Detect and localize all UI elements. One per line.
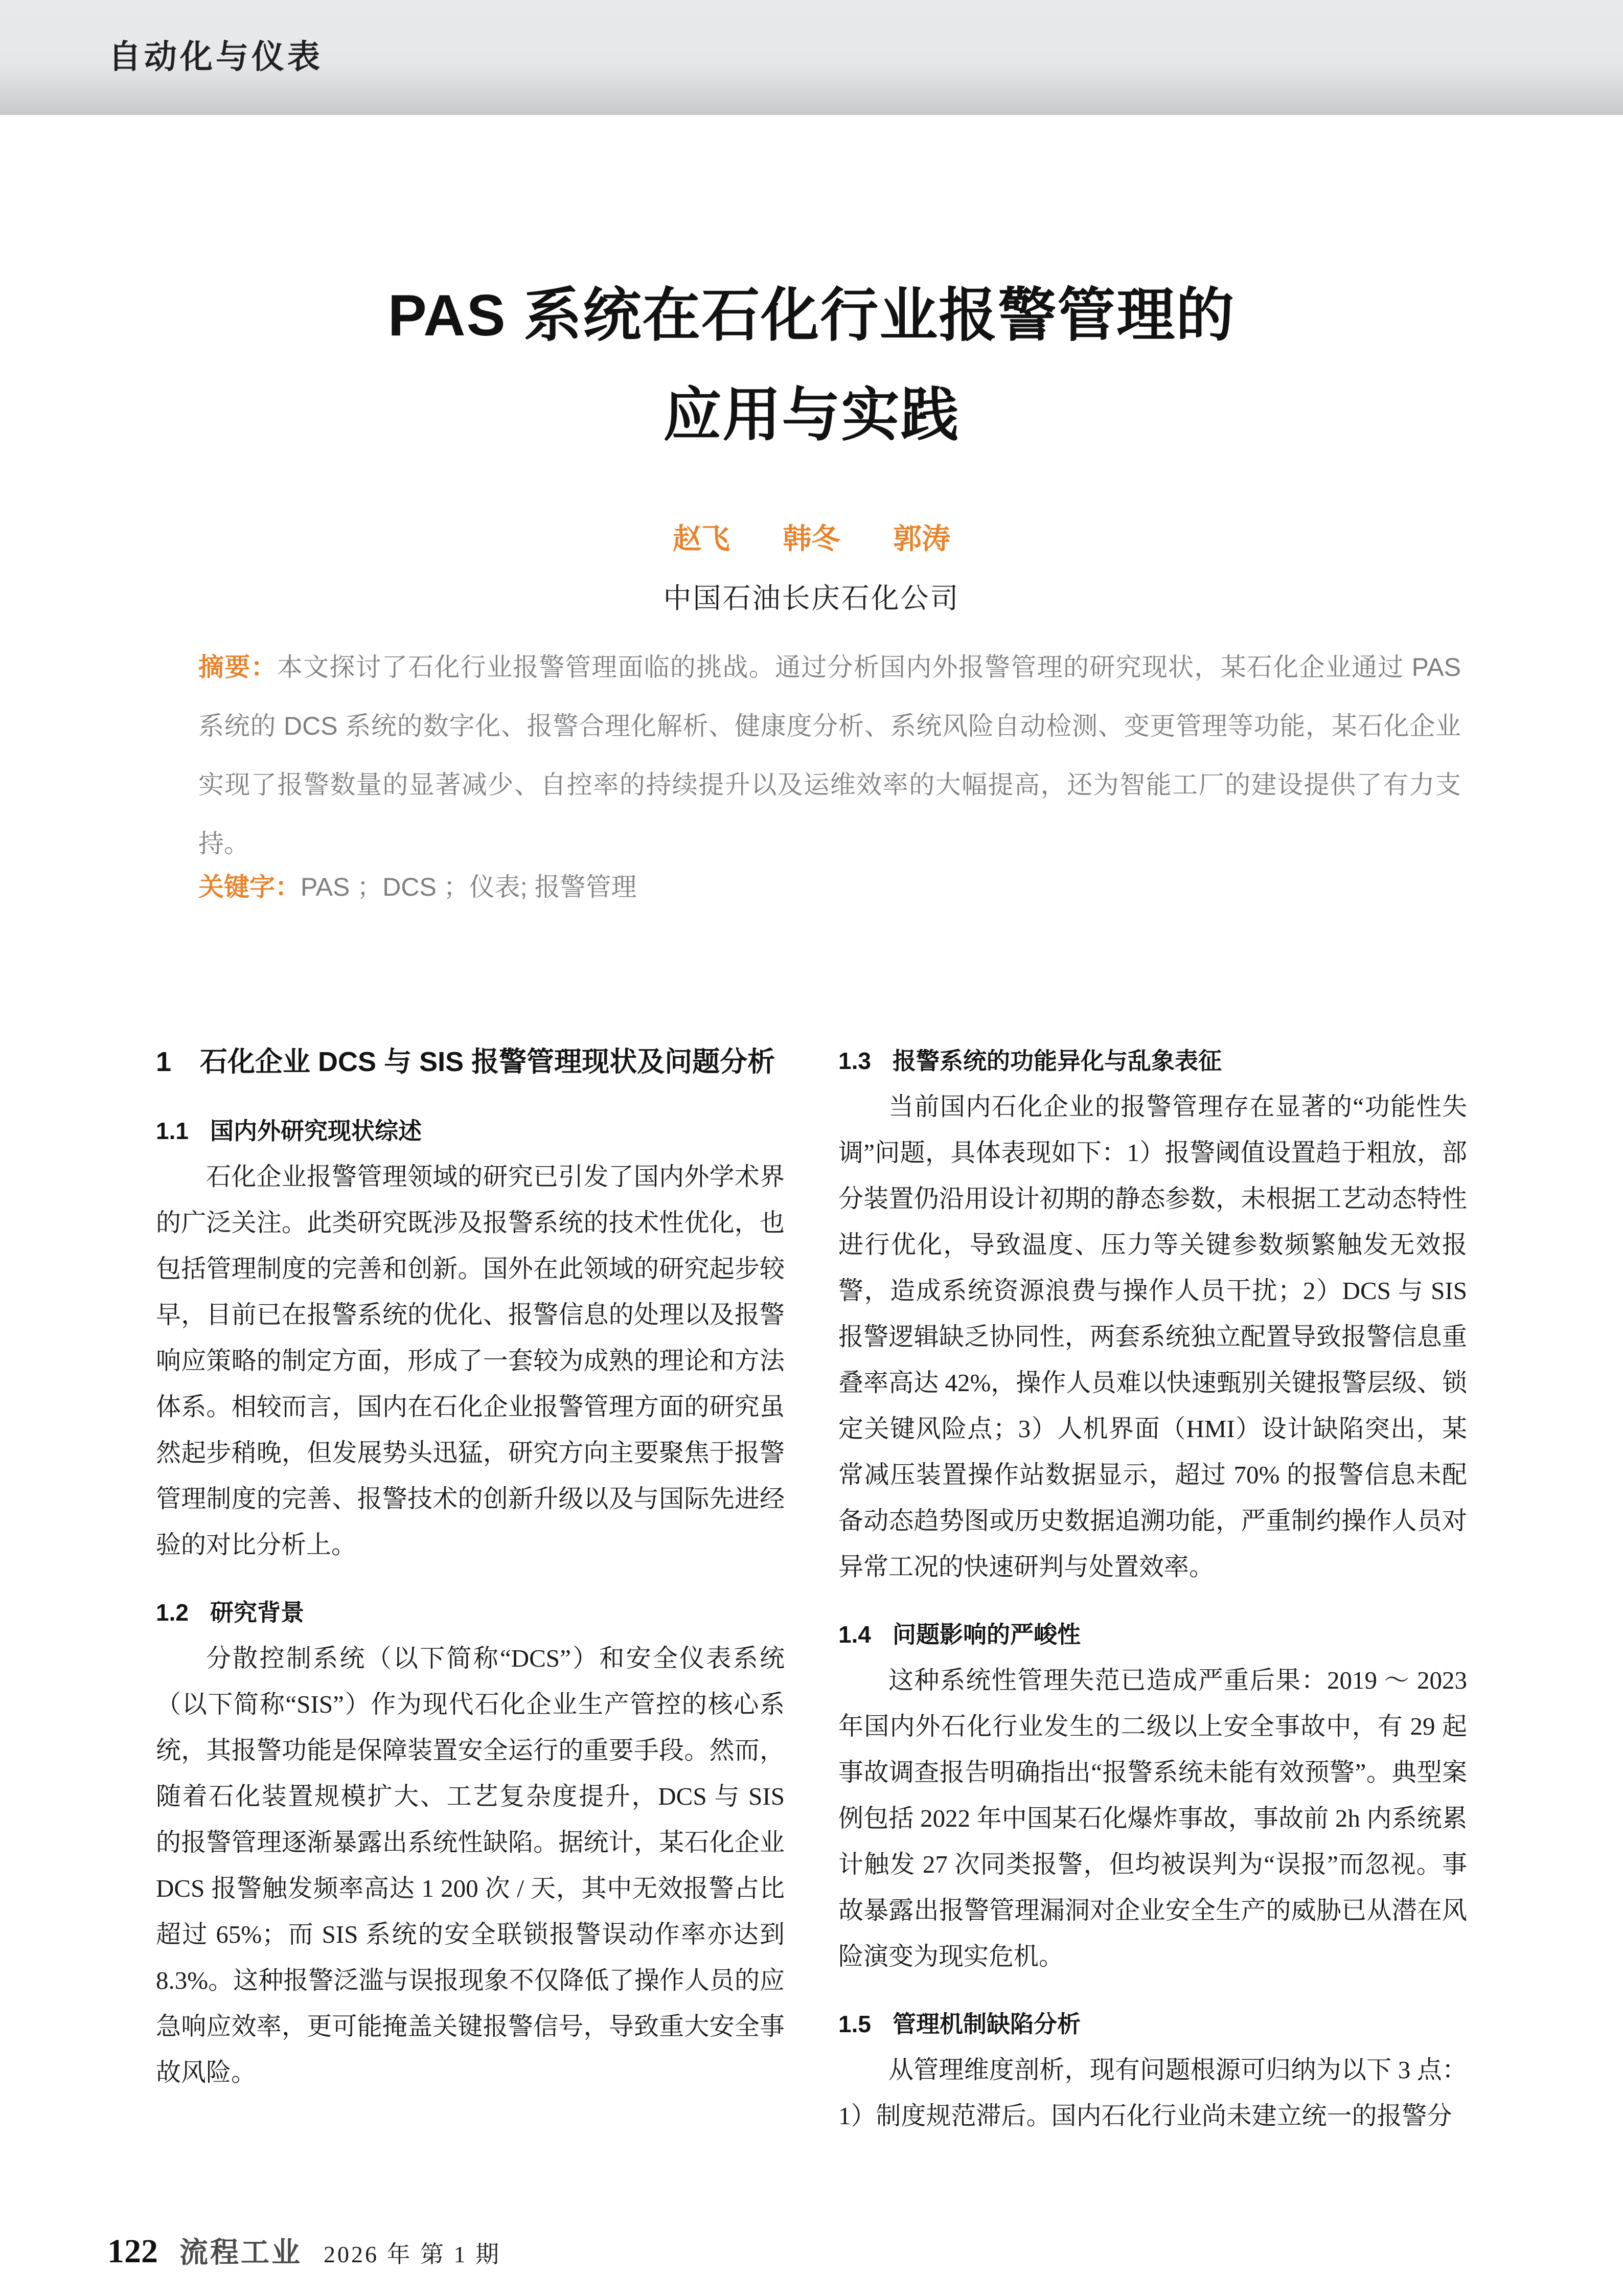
subsection-number: 1.2: [156, 1599, 189, 1626]
paragraph-1-2: 分散控制系统（以下简称“DCS”）和安全仪表系统（以下简称“SIS”）作为现代石化企业生产管控的核心系统，其报警功能是保障装置安全运行的重要手段。然而，随着石化装置规模扩大、工艺复杂度提升，DCS 与 SIS 的报警管理逐渐暴露出系统性缺陷。据统计，某石化企业 DCS 报警触发频率高达 1 200 次 / 天，其中无效报警占比超过 65%；而 SIS 系统的安全联锁报警误动作率亦达到 8.3%。这种报警泛滥与误报现象不仅降低了操作人员的应急响应效率，更可能掩盖关键报警信号，导致重大安全事故风险。: [156, 1644, 785, 2086]
subsection-title: 研究背景: [210, 1599, 304, 1626]
subsection-title: 管理机制缺陷分析: [892, 2011, 1081, 2037]
page-number: 122: [107, 2233, 158, 2270]
subsection-number: 1.1: [156, 1118, 189, 1144]
journal-name: 流程工业: [179, 2237, 302, 2269]
section-number: 1: [156, 1047, 172, 1077]
article-title-line2: 应用与实践: [663, 383, 960, 448]
author-name: 郭涛: [893, 522, 951, 555]
keywords-label: 关键字：: [198, 873, 301, 901]
issue-info: 2026 年 第 1 期: [324, 2241, 501, 2267]
subsection-heading-1-4: [838, 1611, 1467, 1657]
abstract-label: 摘要：: [198, 653, 277, 681]
affiliation: 中国石油长庆石化公司: [663, 583, 960, 614]
subsection-title: 问题影响的严峻性: [892, 1621, 1081, 1648]
body-columns: [156, 1038, 1467, 2139]
article-title-line1: PAS 系统在石化行业报警管理的: [387, 283, 1236, 348]
section-title: 石化企业 DCS 与 SIS 报警管理现状及问题分析: [200, 1047, 775, 1077]
abstract-paragraph: [198, 638, 1461, 873]
section-heading-1: [156, 1038, 785, 1086]
subsection-heading-1-5: [838, 2001, 1467, 2047]
journal-section-label: 自动化与仪表: [108, 38, 323, 75]
author-name: 赵飞: [672, 522, 730, 555]
subsection-title: 报警系统的功能异化与乱象表征: [892, 1048, 1222, 1074]
article-title: [0, 266, 1623, 465]
paragraph-1-1: 石化企业报警管理领域的研究已引发了国内外学术界的广泛关注。此类研究既涉及报警系统的技术性优化，也包括管理制度的完善和创新。国外在此领域的研究起步较早，目前已在报警系统的优化、报警信息的处理以及报警响应策略的制定方面，形成了一套较为成熟的理论和方法体系。相较而言，国内在石化企业报警管理方面的研究虽然起步稍晚，但发展势头迅猛，研究方向主要聚焦于报警管理制度的完善、报警技术的创新升级以及与国际先进经验的对比分析上。: [156, 1163, 785, 1559]
subsection-number: 1.3: [838, 1048, 871, 1074]
abstract-text: 本文探讨了石化行业报警管理面临的挑战。通过分析国内外报警管理的研究现状，某石化企业通过 PAS 系统的 DCS 系统的数字化、报警合理化解析、健康度分析、系统风险自动检测、变更管理等功能，某石化企业实现了报警数量的显著减少、自控率的持续提升以及运维效率的大幅提高，还为智能工厂的建设提供了有力支持。: [198, 653, 1461, 858]
journal-header-band: [0, 0, 1623, 115]
left-column: [156, 1038, 785, 2139]
subsection-heading-1-2: [156, 1589, 785, 1635]
right-column: [838, 1038, 1467, 2139]
subsection-number: 1.4: [838, 1621, 871, 1648]
subsection-heading-1-3: [838, 1038, 1467, 1084]
keywords-text: PAS ；DCS ；仪表; 报警管理: [301, 873, 637, 901]
keywords-line: [198, 869, 1461, 905]
page-footer: [107, 2230, 501, 2271]
author-name: 韩冬: [783, 522, 840, 555]
paragraph-1-4: 这种系统性管理失范已造成严重后果：2019 ～ 2023 年国内外石化行业发生的二级以上安全事故中，有 29 起事故调查报告明确指出“报警系统未能有效预警”。典型案例包括 2022 年中国某石化爆炸事故，事故前 2h 内系统累计触发 27 次同类报警，但均被误判为“误报”而忽视。事故暴露出报警管理漏洞对企业安全生产的威胁已从潜在风险演变为现实危机。: [838, 1666, 1467, 1970]
subsection-heading-1-1: [156, 1108, 785, 1154]
subsection-title: 国内外研究现状综述: [210, 1118, 422, 1144]
subsection-number: 1.5: [838, 2011, 871, 2037]
paragraph-1-3: 当前国内石化企业的报警管理存在显著的“功能性失调”问题，具体表现如下：1）报警阈值设置趋于粗放，部分装置仍沿用设计初期的静态参数，未根据工艺动态特性进行优化，导致温度、压力等关键参数频繁触发无效报警，造成系统资源浪费与操作人员干扰；2）DCS 与 SIS 报警逻辑缺乏协同性，两套系统独立配置导致报警信息重叠率高达 42%，操作人员难以快速甄别关键报警层级、锁定关键风险点；3）人机界面（HMI）设计缺陷突出，某常减压装置操作站数据显示，超过 70% 的报警信息未配备动态趋势图或历史数据追溯功能，严重制约操作人员对异常工况的快速研判与处置效率。: [838, 1093, 1467, 1581]
paragraph-1-5: 从管理维度剖析，现有问题根源可归纳为以下 3 点：1）制度规范滞后。国内石化行业尚未建立统一的报警分: [838, 2056, 1467, 2130]
author-list: [0, 516, 1623, 557]
